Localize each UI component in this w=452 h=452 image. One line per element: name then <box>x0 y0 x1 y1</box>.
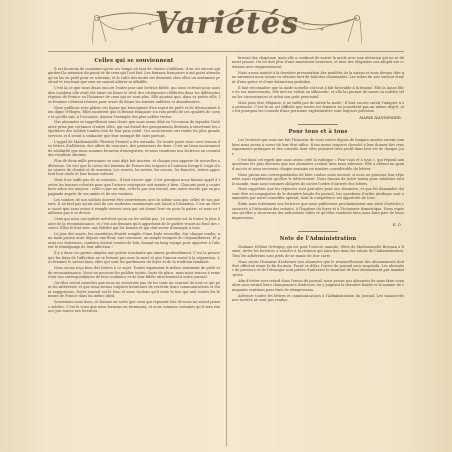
masthead <box>92 4 362 50</box>
paragraph: Plus de deux mille personnes se sont déjà fait inscrire, et chaque jour apporte de nouvelles adhésions. On voit que le coeur des femmes de France bat toujours à l'unisson lorsqu'il s'agit d'une oeuvre de charité et de souvenir. Les veuves, les mères, les soeurs, les fiancées, toutes apportent leur obole et leur bonne volonté. <box>48 159 220 177</box>
separator-rule <box>298 231 338 232</box>
paragraph: Il faut reconnaître que la mode actuelle est tout à fait favorable à la femme. Elle la laisse libre de ses mouvements, elle met en valeur sa silhouette, et elle lui permet de varier sa toilette selon les circonstances et selon son goût personnel. <box>232 85 404 99</box>
paragraph: Nous rappelons que les réponses sont gratuites pour nos abonnées, et que les demandes doivent être accompagnées de la dernière bande du journal. Les questions d'ordre juridique sont examinées par notre conseiller spécial, dont la compétence est appréciée de tous. <box>232 187 404 201</box>
article-title-administration: Note de l'Administration <box>279 235 357 242</box>
paragraph: C'est là ce que nous disait encore l'autre jour une lectrice fidèle, qui nous écrivait pour nous dire combien elle avait été émue en lisant le récit des cérémonies célébrées dans les différentes régions de France en l'honneur de ceux qui ne sont plus. Elle ajoutait que, dans sa petite ville, les femmes s'étaient réunies pour orner de fleurs les tombes oubliées et abandonnées. <box>48 86 220 104</box>
column-divider <box>226 56 227 446</box>
paragraph: Nous publions avec plaisir ces lignes qui témoignent d'un esprit de piété et de dévouement bien digne d'éloges. Elles montrent que la femme française n'a rien perdu de ses qualités de coeur et qu'elle sait, à l'occasion, donner l'exemple des plus nobles vertus. <box>48 105 220 119</box>
separator-rule <box>298 124 338 125</box>
paragraph: Il est heureux de constater qu'en ces temps où tant de choses s'oublient, il en est encore qui gardent la mémoire du passé et de ceux qui l'ont fait. Les femmes françaises n'ont point attendu qu'on les en priât pour se souvenir, et le culte des morts est demeuré chez elles un sentiment profond et touchant que rien ne saurait altérer ni affaiblir. <box>48 67 220 85</box>
left-column <box>48 56 220 448</box>
paragraph: Nous avons assisté à la dernière présentation des modèles de la saison et nous devons dire que rarement nous avions vu réunies tant de toilettes charmantes. Les robes du soir surtout étaient d'une grâce et d'une distinction parfaites. <box>232 70 404 84</box>
paragraph: brisser des chapeaux, mais elle a continué de suivre la mode avec une attention qui ne se dément jamais. On lui doit plus d'une innovation heureuse, et bien des élégantes ont adopté ses créations avec empressement. <box>232 56 404 69</box>
paragraph: Afin d'éviter tout retard dans l'envoi du journal, nous prions nos abonnées de nous faire connaître sans retard leurs changements d'adresse, en y joignant la dernière bande et la somme de cinquante centimes pour frais de réimpression. <box>232 278 404 292</box>
paragraph: C'est dans cet esprit que nous avons créé la rubrique « Pour tous et à tous », qui répond aux questions les plus diverses que nos abonnées veulent bien nous adresser. Elle a obtenu un grand succès et nous recevons chaque semaine un nombre considérable de lettres. <box>232 157 404 171</box>
signature: MARIE HANNEMIER. <box>359 115 402 121</box>
article-title-pour-tous: Pour tous et à tous <box>288 129 348 136</box>
paragraph: Madame Hélène Grévigny, qui est pour l'oeuvre amicale, élève de Mademoiselle Brossan à Reims, invite les lectrices à assister à la réunion qui aura lieu dans les salons de l'Administration. Tous les adhérents sont priés de se munir de leur carte. <box>232 244 404 258</box>
paragraph: Nous prions nos correspondantes de bien vouloir nous excuser si nous ne pouvons leur répondre aussi rapidement qu'elles le désireraient. Nous faisons de notre mieux pour satisfaire tout le monde, mais nous sommes obligées de suivre l'ordre d'arrivée des lettres. <box>232 172 404 186</box>
article-title-celles: Celles qui se souviennent <box>94 58 174 64</box>
paragraph: L'appel de Mademoiselle Thérèse Fresnel a été entendu. De toutes parts nous sont venues des lettres d'adhésion, des offres de concours, des promesses de dons. C'est un beau mouvement de solidarité que nous sommes heureux d'enregistrer, et nous tiendrons nos lectrices au courant des résultats obtenus. <box>48 139 220 158</box>
signature: E. D. <box>392 221 402 227</box>
paragraph: Les tombes de nos soldats doivent être entretenues avec le même soin que celles de nos parents. Il ne faut pas qu'un seul de ces modestes monuments soit laissé à l'abandon. C'est un devoir sacré que nous avons à remplir envers ceux qui ont donné leur vie pour la patrie, et nous ne faillirons pas à ce devoir. <box>48 197 220 216</box>
header-rule <box>48 51 404 52</box>
paragraph: Nos abonnées se rappelleront sans doute que nous avons déjà eu l'occasion de signaler l'initiative prise par certaines d'entre elles, qui ont formé des groupements destinés à entretenir les sépultures des soldats tombés loin de leur pays natal. Ces associations ont rendu les plus grands services et il serait à souhaiter que leur exemple fût suivi partout. <box>48 120 220 138</box>
paragraph: Qu'elles soient assurées que nous ne cesserons pas de les tenir au courant de tout ce qui peut les intéresser, et que nous serons toujours heureuses de recevoir leurs communications et leurs suggestions. Notre journal est le leur, et nous voulons qu'il reste le lien qui unit toutes les femmes de France dans un même idéal. <box>48 280 220 299</box>
paragraph: Enfin nous informons nos lectrices que nous publierons prochainement une série d'articles consacrés à l'éducation des enfants, à l'hygiène du foyer et à l'économie domestique. Nous espérons qu'elles y trouveront des indications utiles et qu'elles voudront bien nous faire part de leurs impressions. <box>232 202 404 220</box>
paragraph: Le jour des morts, les cimetières étaient remplis d'une foule recueillie. Sur chaque tombe, une main pieuse avait déposé une fleur, une couronne, un simple bouquet de chrysanthèmes. Et parmi ces visiteuses, combien étaient venues de loin, faisant un long voyage pour apporter à l'absent le témoignage de leur affection ! <box>48 231 220 250</box>
masthead-title: Variétés <box>154 6 300 41</box>
paragraph: Ceux qui nous ont quittés méritent qu'on ne les oublie pas. Le souvenir est la forme la plus haute de la reconnaissance, et c'est aux femmes qu'il appartient de le garder vivant au fond des coeurs. Elles le font avec une fidélité qui les honore et qui doit servir d'exemple à tous. <box>48 217 220 230</box>
paragraph: Mais il ne suffit pas de se souvenir ; il faut encore agir. C'est pourquoi nous faisons appel à toutes les bonnes volontés pour que l'oeuvre entreprise soit menée à bien. Chacune peut y contribuer selon ses moyens : celle-ci par un don, celle-là par son travail, une autre encore par sa propagande auprès de ses amies et de ses voisines. <box>48 178 220 196</box>
paragraph: Adresser toutes les lettres et communications à l'Administration du journal. Les manuscrits non insérés ne sont pas rendus. <box>232 293 404 303</box>
paragraph: Souvenons-nous donc, et faisons en sorte que ceux qui reposent loin de nous ne soient jamais oubliés. C'est le voeu que nous formons en terminant, et nous sommes certaines qu'il sera exaucé par toutes nos lectrices. <box>48 300 220 314</box>
paragraph: Les lectrices qui nous ont fait l'honneur de nous suivre depuis de longues années savent combien nous avons à coeur de leur être utiles. Nous avons toujours cherché à leur donner des renseignements pratiques et des conseils dont elles puissent tirer profit dans leur vie de chaque jour. <box>232 138 404 156</box>
paragraph: Mais pour être élégante, il ne suffit pas de suivre la mode ; il faut encore savoir l'adapter à sa personne. C'est là un art difficile que toutes les femmes ne possèdent pas au même degré, et c'est pourquoi les conseils d'une personne expérimentée sont toujours précieux. <box>232 100 404 114</box>
paragraph: Nous avons reçu bien des lettres à ce sujet. Toutes expriment le même sentiment de piété et de reconnaissance. Nous ne pouvons les publier toutes, faute de place, mais nous tenons à remercier nos correspondantes de leur confiance et de leur fidèle attachement à notre journal. <box>48 266 220 279</box>
right-column <box>232 56 404 448</box>
paragraph: Nous avons l'honneur d'informer nos abonnées que le renouvellement des abonnements doit être effectué avant la fin du mois. Passé ce délai, l'envoi du journal sera suspendu. Les abonnées de province et de l'étranger sont priées d'adresser le montant de leur abonnement par mandat-poste. <box>232 259 404 277</box>
paragraph: Il y a dans ces gestes simples une poésie touchante qui émeut profondément. C'est la preuve que les liens de l'affection ne se brisent pas avec la mort et que l'amour survit à la séparation. Les femmes le savent bien, elles qui sont les gardiennes du foyer et de la tradition familiale. <box>48 251 220 265</box>
